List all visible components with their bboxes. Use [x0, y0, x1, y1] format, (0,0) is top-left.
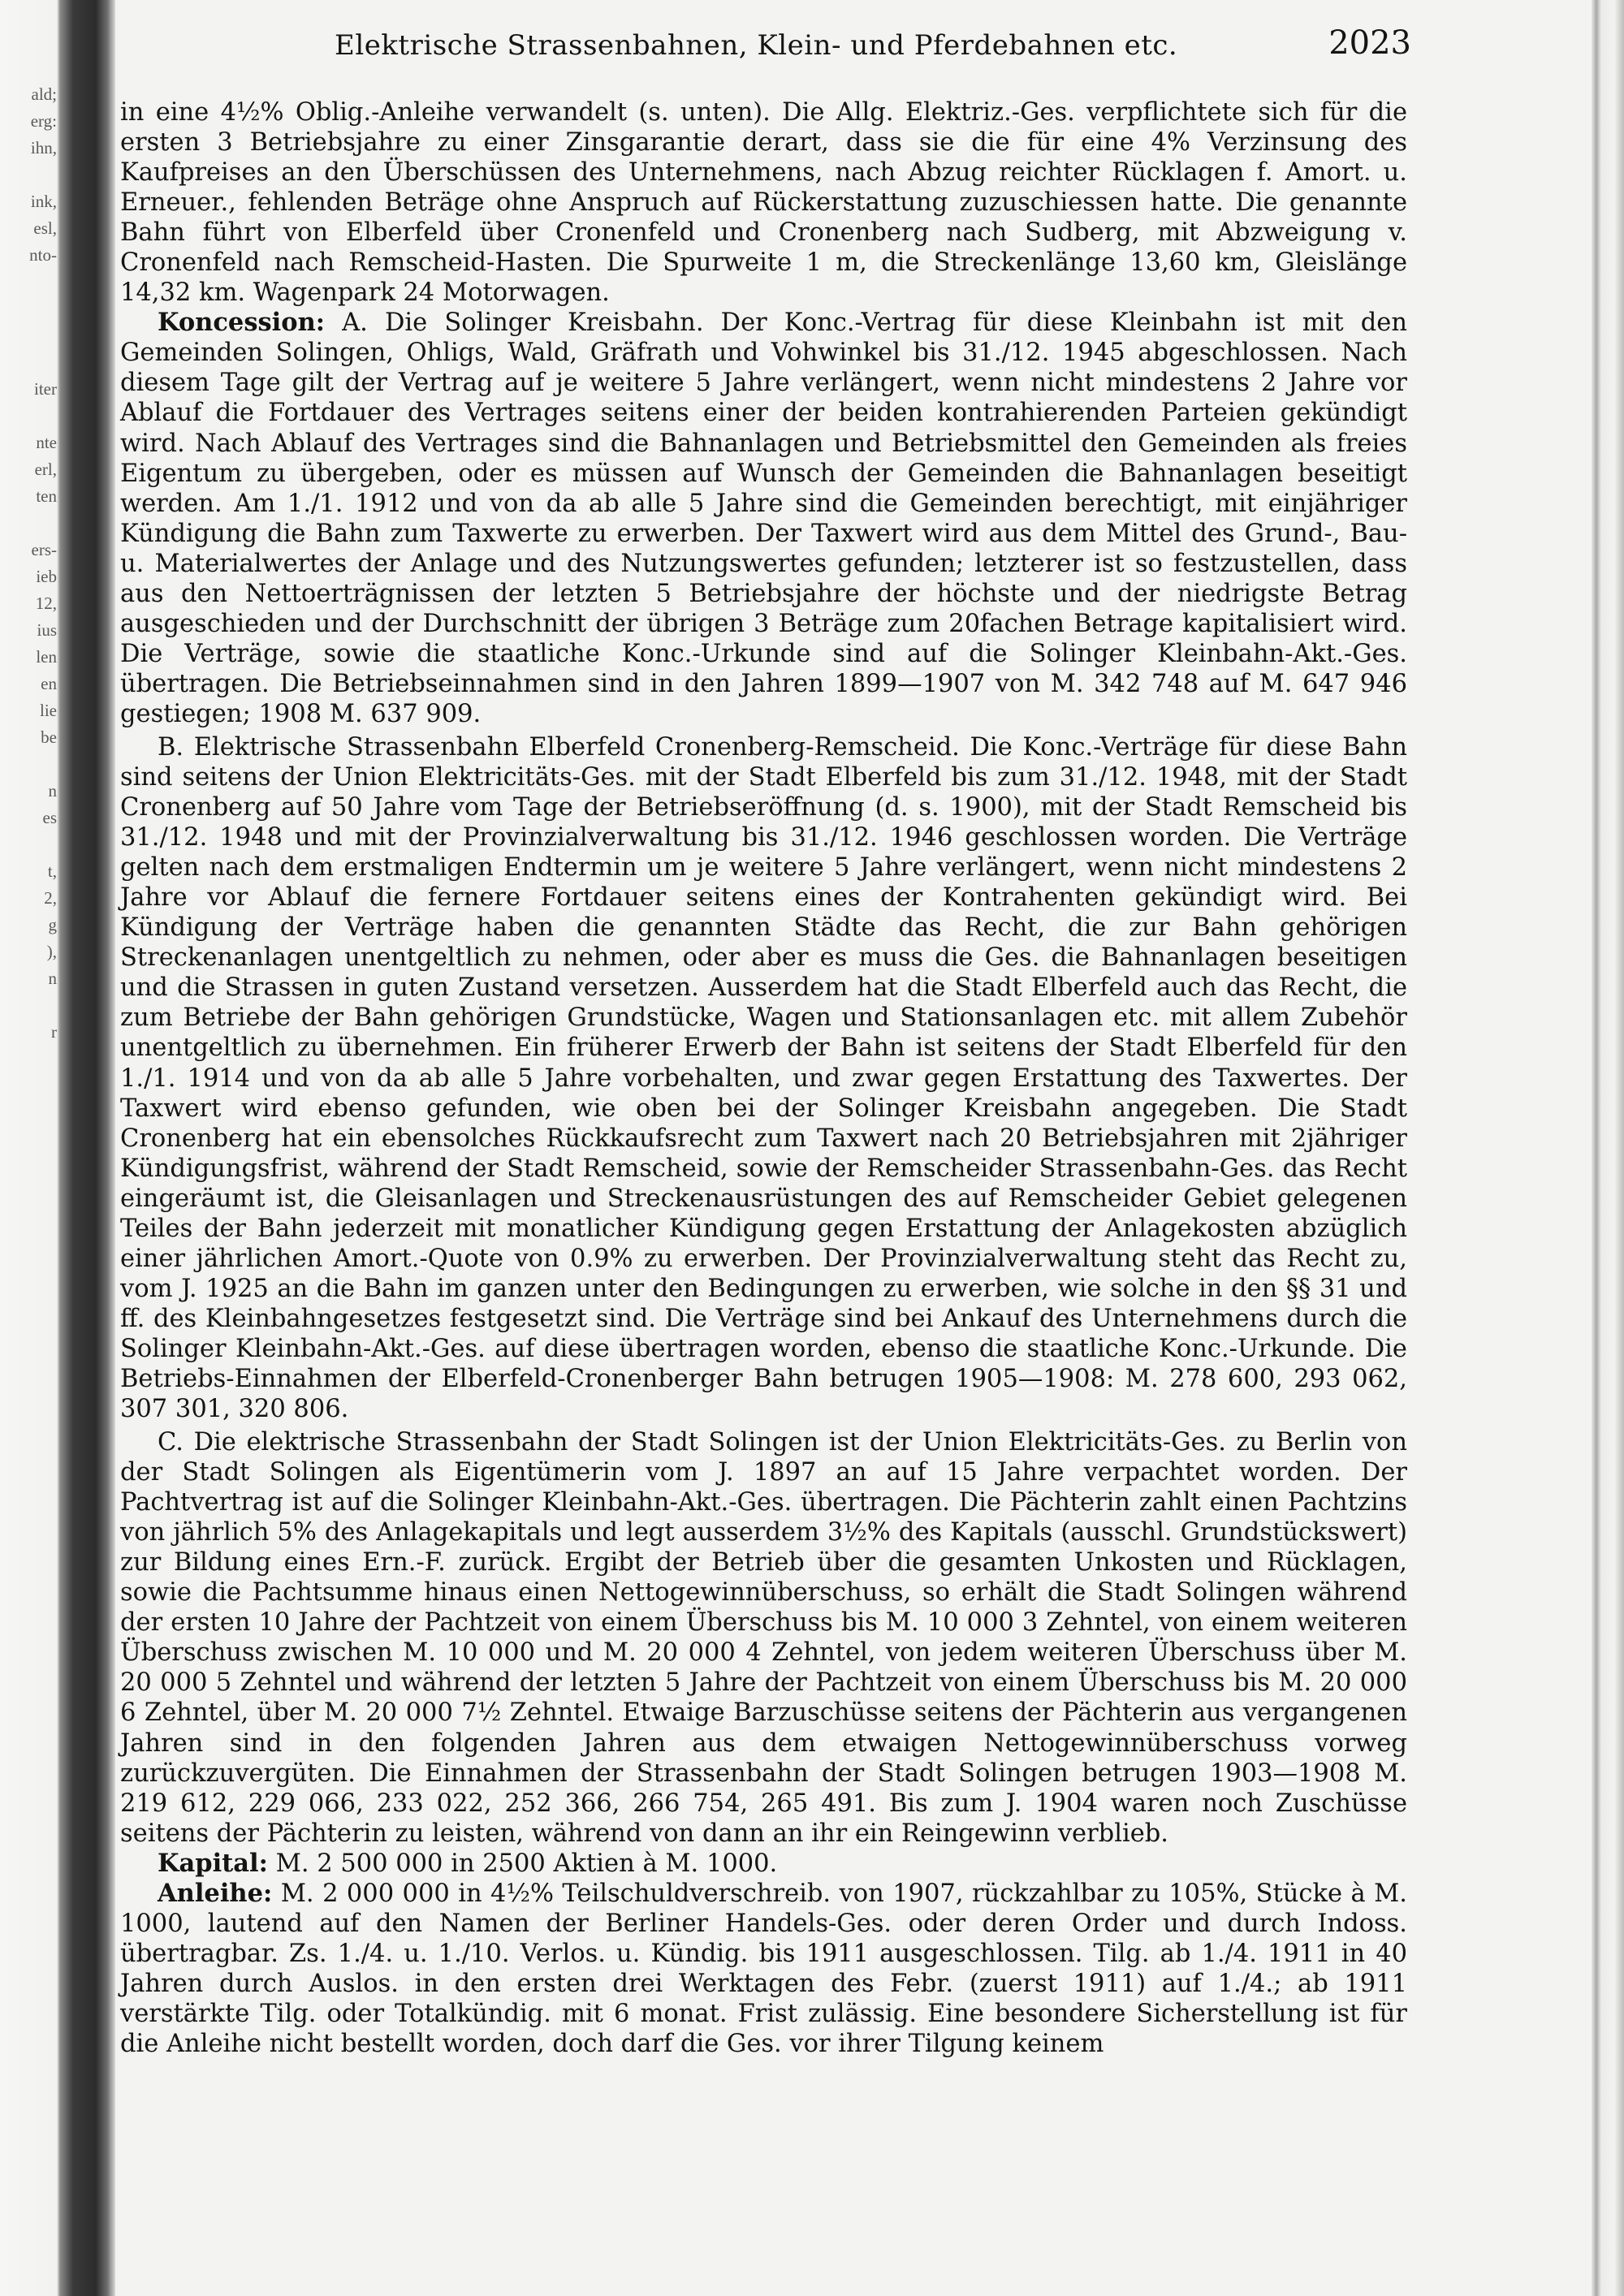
margin-fragment: ius	[37, 620, 57, 640]
margin-fragment: esl,	[33, 218, 57, 238]
margin-fragment	[0, 992, 57, 1019]
paragraph-b: B. Elektrische Strassenbahn Elberfeld Cronenberg-Remscheid. Die Konc.-Verträge für diese Bahn sind seitens der Union Elektricitäts-Ges. mit der Stadt Elberfeld bis zum 31./12. 1948, mit der Stadt Cronenberg auf 50 Jahre vom Tage der Betriebseröffnung (d. s. 1900), mit der Stadt Remscheid bis 31./12. 1948 und mit der Provinzialverwaltung bis 31./12. 1946 geschlossen worden. Die Verträge gelten nach dem erstmaligen Endtermin um je weitere 5 Jahre verlängert, wenn nicht mindestens 2 Jahre vor Ablauf die fernere Fortdauer seitens eines der Kontrahenten gekündigt wird. Bei Kündigung der Verträge haben die genannten Städte das Recht, die zur Bahn gehörigen Streckenanlagen unentgeltlich zu nehmen, oder aber es muss die Ges. die Bahnanlagen beseitigen und die Strassen in guten Zustand versetzen. Ausserdem hat die Stadt Elberfeld auch das Recht, die zum Betriebe der Bahn gehörigen Grundstücke, Wagen und Stationsanlagen etc. mit allem Zubehör unentgeltlich zu übernehmen. Ein früherer Erwerb der Bahn ist seitens der Stadt Elberfeld für den 1./1. 1914 und von da ab alle 5 Jahre vorbehalten, und zwar gegen Erstattung des Taxwertes. Der Taxwert wird ebenso gefunden, wie oben bei der Solinger Kreisbahn angegeben. Die Stadt Cronenberg hat ein ebensolches Rückkaufsrecht zum Taxwert nach 20 Betriebsjahren mit 2jähriger Kündigungsfrist, während der Stadt Remscheid, sowie der Remscheider Strassenbahn-Ges. das Recht eingeräumt ist, die Gleisanlagen und Streckenausrüstungen des auf Remscheider Gebiet gelegenen Teiles der Bahn jederzeit mit monatlicher Kündigung gegen Erstattung der Anlagekosten abzüglich einer jährlichen Amort.-Quote von 0.9% zu erwerben. Der Provinzialverwaltung steht das Recht zu, vom J. 1925 an die Bahn im ganzen unter den Bedingungen zu erwerben, wie solche in den §§ 31 und ff. des Kleinbahngesetzes festgesetzt sind. Die Verträge sind bei Ankauf des Unternehmens durch die Solinger Kleinbahn-Akt.-Ges. auf diese übertragen worden, ebenso die staatliche Konc.-Urkunde. Die Betriebs-Einnahmen der Elberfeld-Cronenberger Bahn betrugen 1905—1908: M. 278 600, 293 062, 307 301, 320 806.	[120, 732, 1407, 1424]
margin-fragment	[0, 510, 57, 537]
page-body	[120, 97, 1407, 2059]
margin-fragment: r	[51, 1022, 57, 1042]
margin-fragment: ink,	[30, 192, 57, 211]
margin-fragment	[0, 751, 57, 778]
margin-fragment: ten	[36, 486, 57, 506]
running-header: Elektrische Strassenbahnen, Klein- und Pferdebahnen etc.	[335, 29, 1178, 62]
margin-fragment: iter	[34, 379, 57, 399]
koncession-label: Koncession:	[158, 308, 326, 338]
kapital-label: Kapital:	[158, 1848, 268, 1878]
koncession-a-text: A. Die Solinger Kreisbahn. Der Konc.-Vertrag für diese Kleinbahn ist mit den Gemeinden Solingen, Ohligs, Wald, Gräfrath und Vohwinkel bis 31./12. 1945 abgeschlossen. Nach diesem Tage gilt der Vertrag auf je weitere 5 Jahre verlängert, wenn nicht mindestens 2 Jahre vor Ablauf die Fortdauer des Vertrages seitens einer der beiden kontrahierenden Parteien gekündigt wird. Nach Ablauf des Vertrages sind die Bahnanlagen und Betriebsmittel den Gemeinden als freies Eigentum zu übergeben, oder es müssen auf Wunsch der Gemeinden die Bahnanlagen beseitigt werden. Am 1./1. 1912 und von da ab alle 5 Jahre sind die Gemeinden berechtigt, mit einjähriger Kündigung die Bahn zum Taxwerte zu erwerben. Der Taxwert wird aus dem Mittel des Grund-, Bau- u. Materialwertes der Anlage und des Nutzungswertes gefunden; letzterer ist so festzustellen, dass aus den Nettoerträgnissen der letzten 5 Betriebsjahre der höchste und der niedrigste Betrag ausgeschieden und der Durchschnitt der übrigen 3 Beträge zum 20fachen Betrage kapitalisiert wird. Die Verträge, sowie die staatliche Konc.-Urkunde sind auf die Solinger Kleinbahn-Akt.-Ges. übertragen. Die Betriebseinnahmen sind in den Jahren 1899—1907 von M. 342 748 auf M. 647 946 gestiegen; 1908 M. 637 909.	[120, 309, 1407, 728]
paragraph-intro: in eine 4½% Oblig.-Anleihe verwandelt (s. unten). Die Allg. Elektriz.-Ges. verpflichtete sich für die ersten 3 Betriebsjahre zu einer Zinsgarantie derart, dass sie die für eine 4% Verzinsung des Kaufpreises an den Überschüssen des Unternehmens, nach Abzug reichter Rücklagen f. Amort. u. Erneuer., fehlenden Beträge ohne Anspruch auf Rückerstattung zuzuschiessen hatte. Die genannte Bahn führt von Elberfeld über Cronenfeld und Cronenberg nach Sudberg, mit Abzweigung v. Cronenfeld nach Remscheid-Hasten. Die Spurweite 1 m, die Streckenlänge 13,60 km, Gleislänge 14,32 km. Wagenpark 24 Motorwagen.	[120, 98, 1407, 308]
margin-fragment: len	[36, 647, 57, 667]
anleihe-text: M. 2 000 000 in 4½% Teilschuldverschreib. von 1907, rückzahlbar zu 105%, Stücke à M. 1000, lautend auf den Namen der Berliner Handels-Ges. oder deren Order und durch Indoss. übertragbar. Zs. 1./4. u. 1./10. Verlos. u. Kündig. bis 1911 ausgeschlossen. Tilg. ab 1./4. 1911 in 40 Jahren durch Auslos. in den ersten drei Werktagen des Febr. (zuerst 1911) auf 1./4.; ab 1911 verstärkte Tilg. oder Totalkündig. mit 6 monat. Frist zulässig. Eine besondere Sicherstellung ist für die Anleihe nicht bestellt worden, doch darf die Ges. vor ihrer Tilgung keinem	[120, 1879, 1407, 2058]
margin-fragment: lie	[40, 701, 57, 720]
kapital-text: M. 2 500 000 in 2500 Aktien à M. 1000.	[267, 1849, 778, 1878]
margin-fragment	[0, 349, 57, 376]
page-number: 2023	[1328, 24, 1411, 62]
margin-fragment: nte	[36, 433, 57, 452]
margin-fragment: n	[48, 781, 57, 801]
margin-fragment: ald;	[31, 84, 57, 104]
margin-fragment: ieb	[36, 567, 57, 586]
margin-fragment: erl,	[34, 460, 57, 479]
paragraph-kapital	[120, 1849, 1407, 1879]
left-margin-fragments	[0, 81, 57, 1046]
margin-fragment: nto-	[29, 245, 57, 265]
paragraph-c: C. Die elektrische Strassenbahn der Stadt Solingen ist der Union Elektricitäts-Ges. zu Berlin von der Stadt Solingen als Eigentümerin vom J. 1897 an auf 15 Jahre verpachtet worden. Der Pachtvertrag ist auf die Solinger Kleinbahn-Akt.-Ges. übertragen. Die Pächterin zahlt einen Pachtzins von jährlich 5% des Anlagekapitals und legt ausserdem 3½% des Kapitals (ausschl. Grundstückswert) zur Bildung eines Ern.-F. zurück. Ergibt der Betrieb über die gesamten Unkosten und Rücklagen, sowie die Pachtsumme hinaus einen Nettogewinnüberschuss, so erhält die Stadt Solingen während der ersten 10 Jahre der Pachtzeit von einem Überschuss bis M. 10 000 3 Zehntel, von einem weiteren Überschuss zwischen M. 10 000 und M. 20 000 4 Zehntel, von jedem weiteren Überschuss über M. 20 000 5 Zehntel und während der letzten 5 Jahre der Pachtzeit von einem Überschuss bis M. 20 000 6 Zehntel, über M. 20 000 7½ Zehntel. Etwaige Barzuschüsse seitens der Pächterin aus vergangenen Jahren sind in den folgenden Jahren aus dem etwaigen Nettogewinnüberschuss vorweg zurückzuvergüten. Die Einnahmen der Strassenbahn der Stadt Solingen betrugen 1903—1908 M. 219 612, 229 066, 233 022, 252 366, 266 754, 265 491. Bis zum J. 1904 waren noch Zuschüsse seitens der Pächterin zu leisten, während von dann an ihr ein Reingewinn verblieb.	[120, 1428, 1407, 1848]
margin-fragment	[0, 296, 57, 322]
margin-fragment	[0, 269, 57, 296]
margin-fragment: t,	[47, 861, 57, 881]
margin-fragment: g	[48, 915, 57, 934]
margin-fragment: be	[41, 727, 57, 747]
margin-fragment: ihn,	[30, 138, 57, 158]
margin-fragment: ),	[46, 942, 57, 961]
margin-fragment	[0, 831, 57, 858]
paragraph-koncession	[120, 308, 1407, 729]
margin-fragment: 2,	[44, 888, 57, 908]
margin-fragment	[0, 322, 57, 349]
margin-fragment	[0, 403, 57, 429]
margin-fragment	[0, 162, 57, 188]
paragraph-anleihe	[120, 1879, 1407, 2059]
anleihe-label: Anleihe:	[158, 1878, 273, 1908]
margin-fragment: en	[41, 674, 57, 693]
page-right-edge	[1592, 0, 1624, 2296]
margin-fragment: ers-	[31, 540, 57, 559]
margin-fragment: es	[42, 808, 57, 827]
margin-fragment: n	[48, 969, 57, 988]
margin-fragment: erg:	[30, 111, 57, 131]
margin-fragment: 12,	[35, 593, 57, 613]
